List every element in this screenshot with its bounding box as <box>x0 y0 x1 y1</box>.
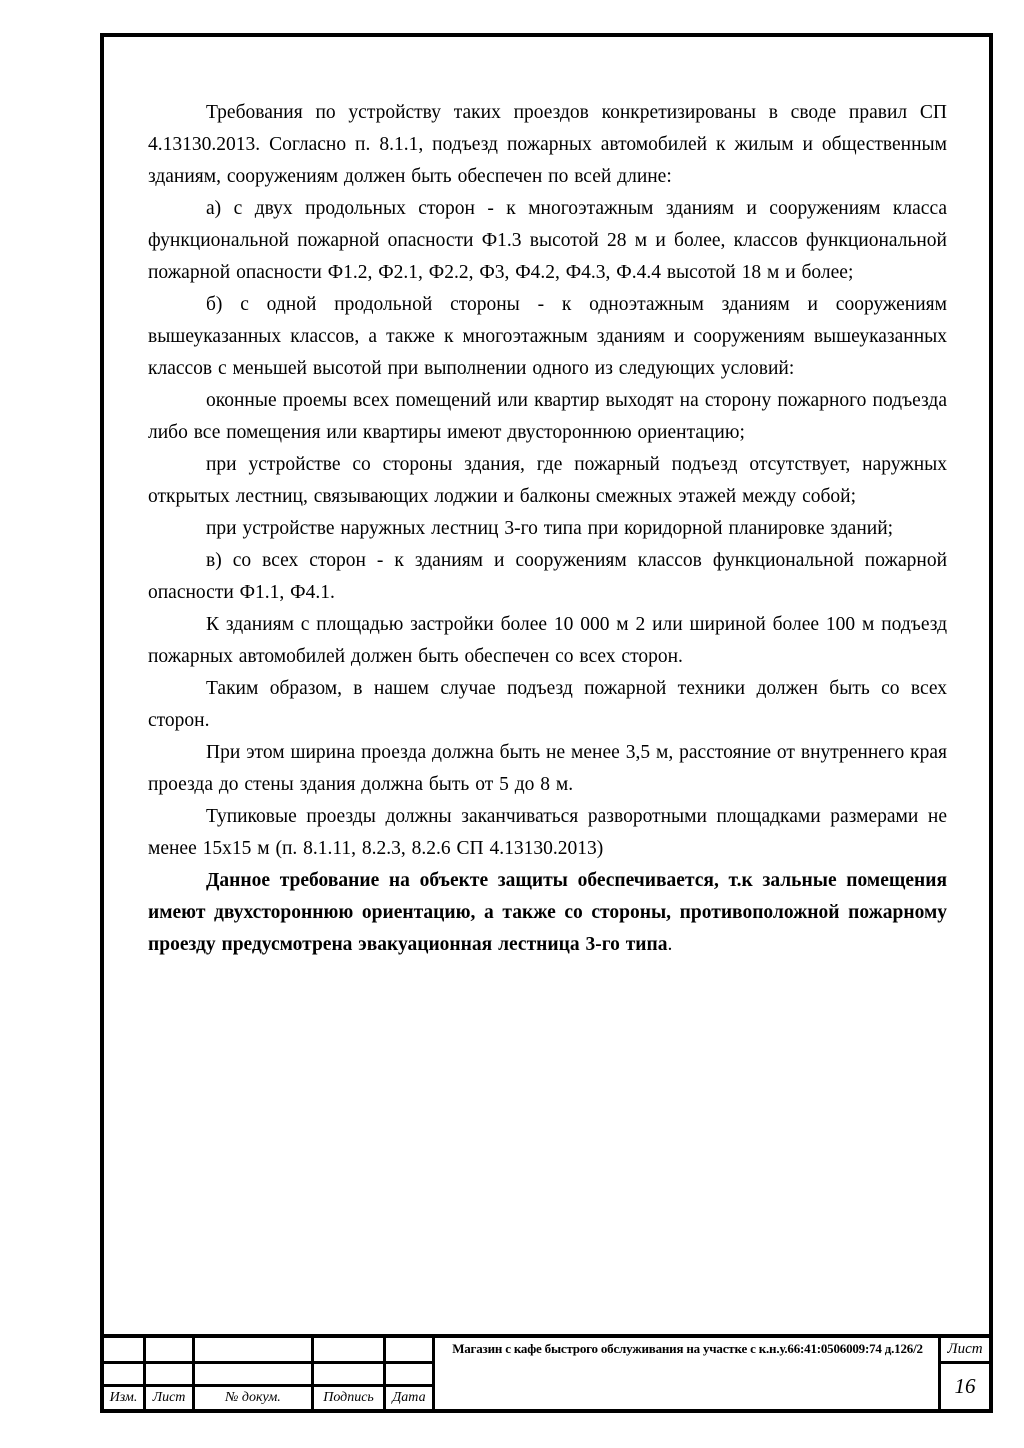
paragraph-condition-type3: при устройстве наружных лестниц 3-го типа при коридорной планировке зданий; <box>206 518 894 539</box>
paragraph-intro: Требования по устройству таких проездов конкретизированы в своде правил СП 4.13130.2013. Согласно п. 8.1.1, подъезд пожарных автомобилей к жилым и общественным зданиям, сооружениям должен быть обеспечен по всей длине: <box>148 102 947 187</box>
stamp-empty-cell <box>146 1338 192 1361</box>
sheet-label: Лист <box>941 1338 989 1361</box>
document-body <box>104 37 989 961</box>
stamp-empty-cell <box>314 1364 383 1384</box>
stamp-empty-cell <box>386 1338 432 1361</box>
paragraph-compliance-statement <box>148 865 947 961</box>
stamp-label-podpis: Подпись <box>314 1387 383 1409</box>
stamp-label-dokum: № докум. <box>195 1387 311 1409</box>
sheet-number: 16 <box>941 1364 989 1409</box>
stamp-label-izm: Изм. <box>104 1387 143 1409</box>
paragraph-item-v: в) со всех сторон - к зданиям и сооружениям классов функциональной пожарной опасности Ф1.1, Ф4.1. <box>148 550 947 603</box>
title-block <box>104 1334 989 1409</box>
paragraph-condition-windows: оконные проемы всех помещений или квартир выходят на сторону пожарного подъезда либо все помещения или квартиры имеют двустороннюю ориентацию; <box>148 390 947 443</box>
stamp-empty-cell <box>195 1364 311 1384</box>
paragraph-deadend-rule: Тупиковые проезды должны заканчиваться разворотными площадками размерами не менее 15х15 м (п. 8.1.11, 8.2.3, 8.2.6 СП 4.13130.2013) <box>148 806 947 859</box>
stamp-label-list: Лист <box>146 1387 192 1409</box>
page-frame <box>100 33 993 1413</box>
compliance-text: Данное требование на объекте защиты обеспечивается, т.к зальные помещения имеют двухстороннюю ориентацию, а также со стороны, противоположной пожарному проезду предусмотрена эвакуационная лестница 3-го типа <box>148 870 947 955</box>
paragraph-area-rule: К зданиям с площадью застройки более 10 000 м 2 или шириной более 100 м подъезд пожарных автомобилей должен быть обеспечен со всех сторон. <box>148 614 947 667</box>
paragraph-item-a: а) с двух продольных сторон - к многоэтажным зданиям и сооружениям класса функциональной пожарной опасности Ф1.3 высотой 28 м и более, классов функциональной пожарной опасности Ф1.2, Ф2.1, Ф2.2, Ф3, Ф4.2, Ф4.3, Ф.4.4 высотой 18 м и более; <box>148 198 947 283</box>
stamp-empty-cell <box>314 1338 383 1361</box>
stamp-empty-cell <box>146 1364 192 1384</box>
paragraph-conclusion-access: Таким образом, в нашем случае подъезд пожарной техники должен быть со всех сторон. <box>148 678 947 731</box>
paragraph-item-b: б) с одной продольной стороны - к одноэтажным зданиям и сооружениям вышеуказанных классов, а также к многоэтажным зданиям и сооружениям вышеуказанных классов с меньшей высотой при выполнении одного из следующих условий: <box>148 294 947 379</box>
stamp-empty-cell <box>104 1338 143 1361</box>
paragraph-condition-stairs: при устройстве со стороны здания, где пожарный подъезд отсутствует, наружных открытых лестниц, связывающих лоджии и балконы смежных этажей между собой; <box>148 454 947 507</box>
project-title: Магазин с кафе быстрого обслуживания на участке с к.н.у.66:41:0506009:74 д.126/2 <box>435 1338 938 1409</box>
compliance-suffix: . <box>667 934 673 955</box>
stamp-label-data: Дата <box>386 1387 432 1409</box>
paragraph-width-rule: При этом ширина проезда должна быть не менее 3,5 м, расстояние от внутреннего края проезда до стены здания должна быть от 5 до 8 м. <box>148 742 947 795</box>
stamp-empty-cell <box>195 1338 311 1361</box>
stamp-empty-cell <box>104 1364 143 1384</box>
stamp-empty-cell <box>386 1364 432 1384</box>
